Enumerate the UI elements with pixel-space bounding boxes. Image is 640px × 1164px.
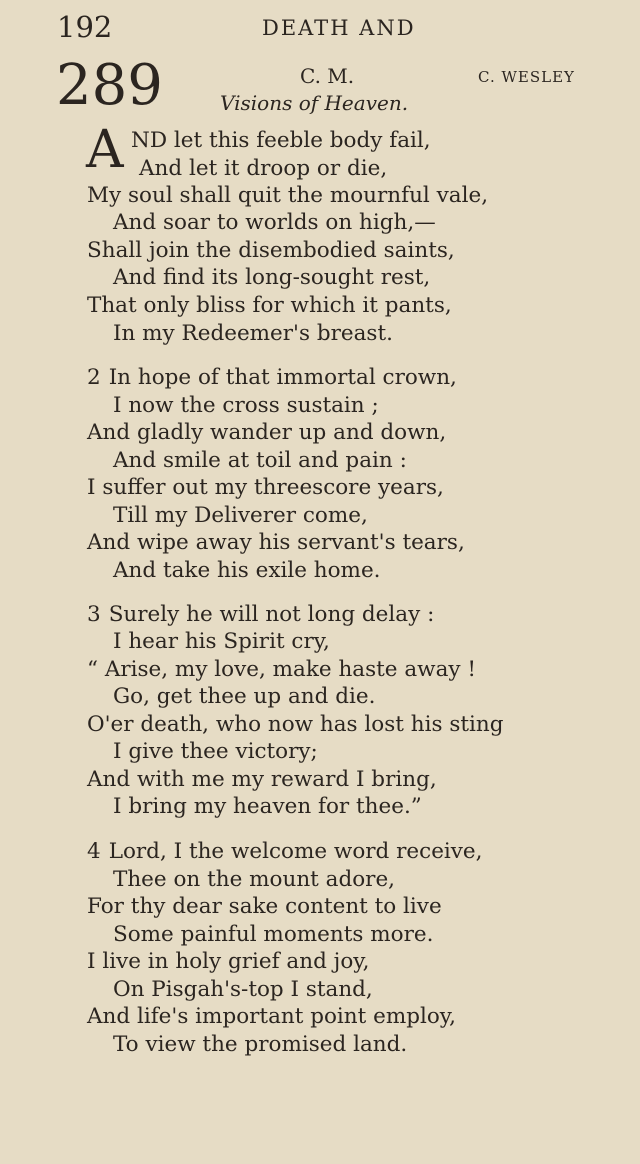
verse-line: And wipe away his servant's tears, <box>87 530 465 555</box>
verse-line: Go, get thee up and die. <box>113 684 376 709</box>
verse-line-text: Surely he will not long delay : <box>108 602 435 627</box>
verse-line: And let it droop or die, <box>139 156 388 181</box>
verse-line: Till my Deliverer come, <box>113 503 368 528</box>
verse-line: And with me my reward I bring, <box>87 767 437 792</box>
verse-line: And take his exile home. <box>113 558 381 583</box>
verse-line: Shall join the disembodied saints, <box>87 238 455 263</box>
verse-line: Some painful moments more. <box>113 922 434 947</box>
verse-line: And life's important point employ, <box>87 1004 456 1029</box>
verse-line <box>87 364 457 392</box>
verse-number: 4 <box>87 839 101 864</box>
verse-line: ND let this feeble body fail, <box>131 128 431 153</box>
verse-line <box>87 601 434 629</box>
verse-line-text: Lord, I the welcome word receive, <box>108 839 483 864</box>
verse-line: And gladly wander up and down, <box>87 420 447 445</box>
verse-line: “ Arise, my love, make haste away ! <box>87 657 477 682</box>
drop-cap: A <box>86 120 124 180</box>
verse-line-text: In hope of that immortal crown, <box>108 365 457 390</box>
verse-line: I suffer out my threescore years, <box>87 475 444 500</box>
hymn-meter: C. M. <box>300 64 355 88</box>
verse-number: 2 <box>87 365 101 390</box>
page-number: 192 <box>57 10 113 44</box>
verse-line: For thy dear sake content to live <box>87 894 442 919</box>
verse-line: I live in holy grief and joy, <box>87 949 370 974</box>
hymn-number: 289 <box>56 53 163 118</box>
verse-line: In my Redeemer's breast. <box>113 321 393 346</box>
running-head: DEATH AND <box>262 16 416 40</box>
verse-line: And find its long-sought rest, <box>113 265 431 290</box>
hymn-title: Visions of Heaven. <box>220 91 409 115</box>
verse-line: Thee on the mount adore, <box>113 867 395 892</box>
verse-number: 3 <box>87 602 101 627</box>
verse-line: I hear his Spirit cry, <box>113 629 330 654</box>
verse-line: O'er death, who now has lost his sting <box>87 712 504 737</box>
verse-line: And smile at toil and pain : <box>113 448 407 473</box>
verse-line: I bring my heaven for thee.” <box>113 794 422 819</box>
verse-line: On Pisgah's-top I stand, <box>113 977 373 1002</box>
verse-line <box>87 838 483 866</box>
verse-line: My soul shall quit the mournful vale, <box>87 183 489 208</box>
verse-line: That only bliss for which it pants, <box>87 293 452 318</box>
verse-line: I give thee victory; <box>113 739 318 764</box>
verse-line: To view the promised land. <box>113 1032 408 1057</box>
verse-line: And soar to worlds on high,— <box>113 210 436 235</box>
verse-line: I now the cross sustain ; <box>113 393 379 418</box>
hymn-author: C. WESLEY <box>478 68 575 86</box>
